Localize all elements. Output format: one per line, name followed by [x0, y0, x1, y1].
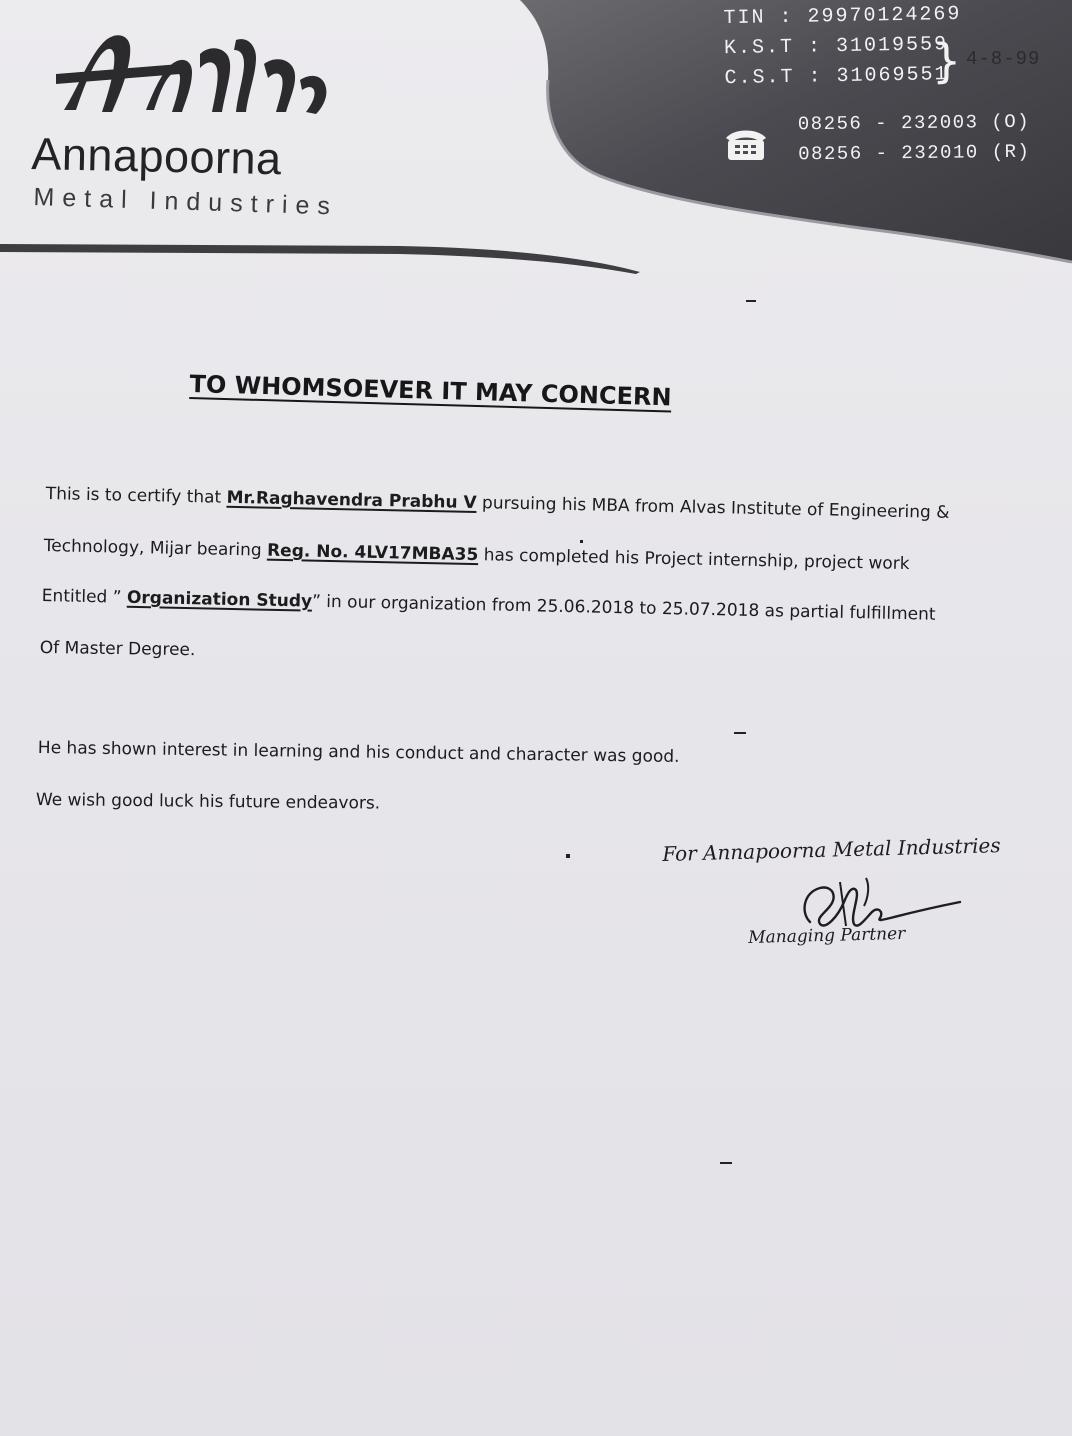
project-title: Organization Study	[126, 587, 313, 612]
paper-mark	[720, 1162, 732, 1164]
student-name: Mr.Raghavendra Prabhu V	[226, 487, 477, 514]
body-line-5: He has shown interest in learning and his conduct and character was good.	[37, 738, 680, 767]
body-text: ” in our organization from 25.06.2018 to 25.07.2018 as partial fulfillment	[311, 591, 936, 625]
registration-number: Reg. No. 4LV17MBA35	[266, 540, 479, 566]
body-text: has completed his Project internship, project work	[478, 545, 910, 575]
kst-number: K.S.T : 31019559	[723, 33, 949, 61]
telephone-icon	[724, 126, 768, 162]
tin-number: TIN : 29970124269	[723, 2, 962, 31]
body-text: Technology, Mijar bearing	[43, 536, 268, 561]
paper-mark	[566, 854, 570, 858]
paper-mark	[734, 732, 746, 734]
body-text: pursuing his MBA from Alvas Institute of Engineering &	[476, 493, 950, 523]
paper-mark	[746, 300, 756, 302]
paper-mark	[580, 540, 583, 543]
header-divider	[0, 238, 640, 276]
letter-heading: TO WHOMSOEVER IT MAY CONCERN	[189, 370, 672, 412]
body-line-1	[46, 484, 950, 523]
phone-residence: 08256 - 232010 (R)	[798, 140, 1031, 166]
cst-number: C.S.T : 31069551	[724, 63, 949, 91]
registration-block	[723, 0, 963, 94]
company-logo-mark	[50, 24, 350, 120]
registration-date: 4-8-99	[966, 48, 1041, 70]
body-line-3	[42, 586, 936, 625]
body-text: This is to certify that	[45, 484, 227, 508]
body-line-2	[44, 536, 910, 574]
signatory-title: Managing Partner	[748, 923, 906, 948]
company-subtitle: Metal Industries	[33, 183, 339, 221]
company-name: Annapoorna	[30, 128, 283, 185]
body-text: Entitled ”	[41, 586, 128, 608]
phone-numbers	[798, 107, 1031, 169]
signatory-company: For Annapoorna Metal Industries	[662, 833, 1001, 866]
brace-symbol: }	[932, 34, 962, 88]
phone-office: 08256 - 232003 (O)	[797, 110, 1031, 136]
body-line-6: We wish good luck his future endeavors.	[35, 790, 381, 814]
body-line-4: Of Master Degree.	[39, 638, 196, 661]
